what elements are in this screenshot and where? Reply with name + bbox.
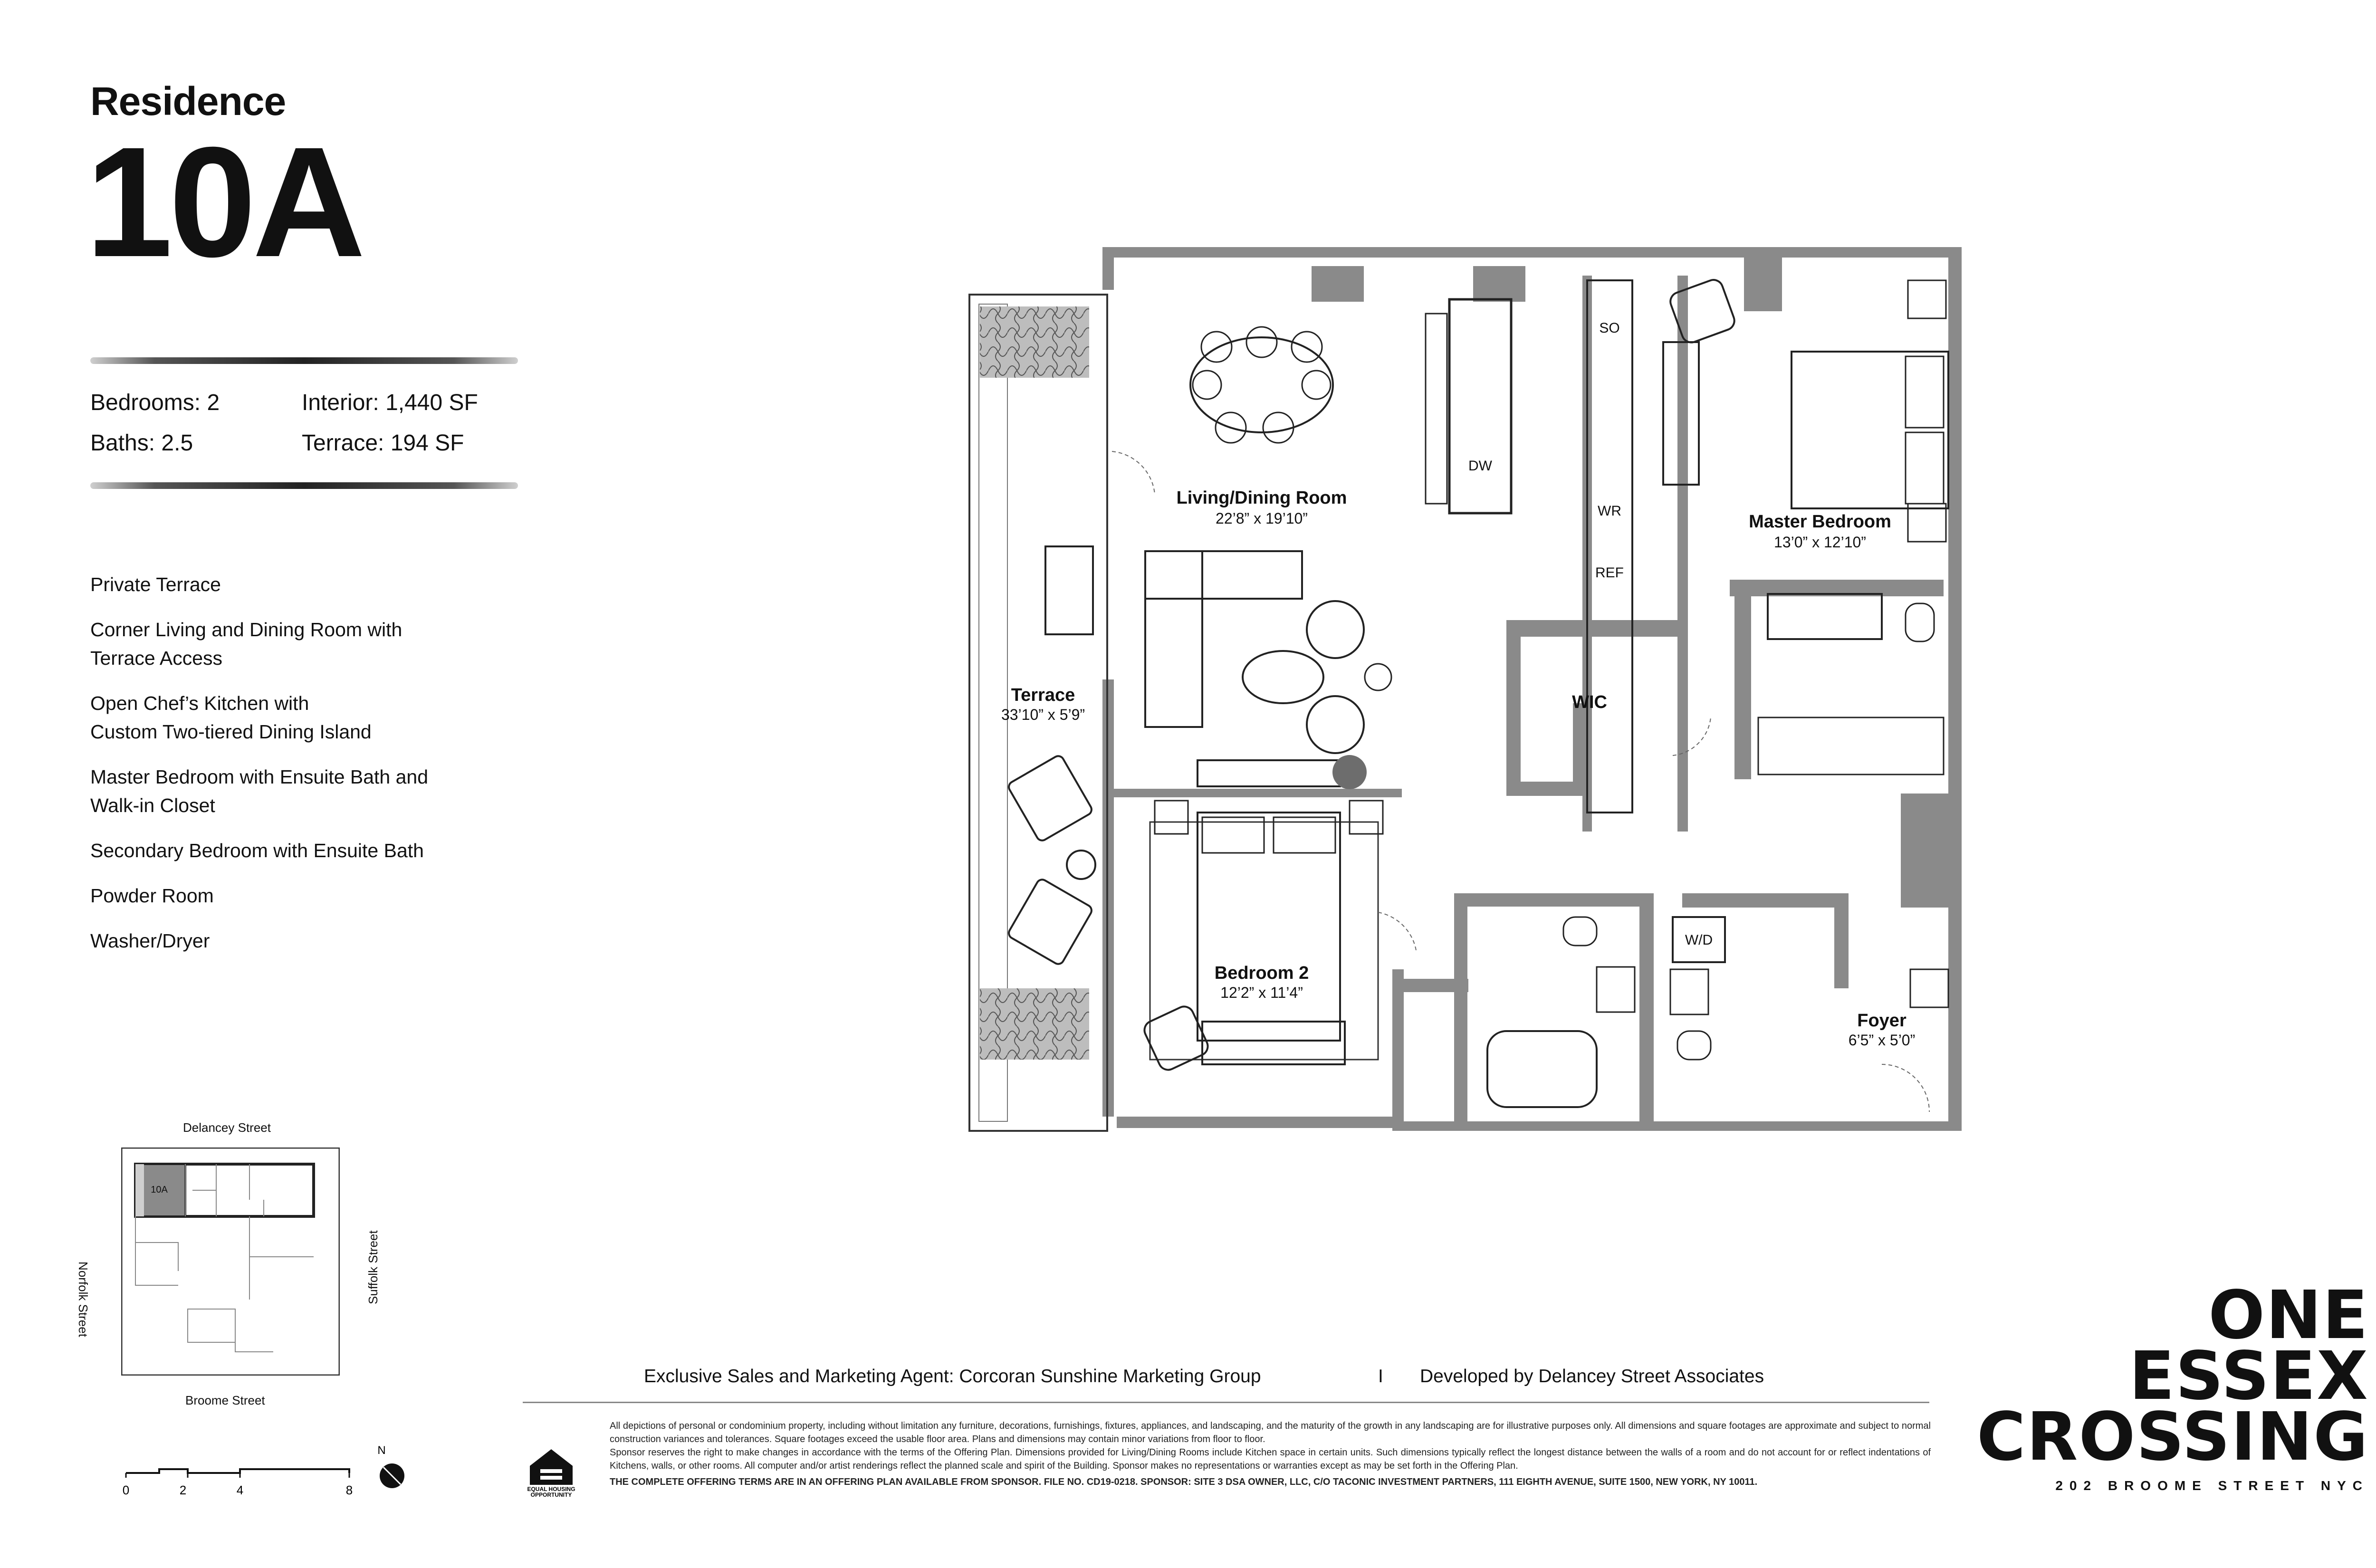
- appliance-wr: WR: [1598, 503, 1621, 519]
- floor-plan: [950, 228, 1986, 1159]
- feature-item: Master Bedroom with Ensuite Bath and Walk-in Closet: [90, 766, 429, 816]
- key-plan-unit-label: 10A: [151, 1185, 168, 1195]
- appliance-ref: REF: [1595, 565, 1624, 581]
- unit-number: 10A: [86, 114, 362, 289]
- room-name-terrace: Terrace: [1011, 685, 1075, 705]
- divider-top: [90, 357, 518, 364]
- bathtub-icon: [1487, 1031, 1597, 1107]
- planter-icon: [980, 306, 1089, 378]
- dining-island-icon: [1449, 299, 1511, 513]
- brand-line1: ONE: [2208, 1277, 2369, 1354]
- scale-tick: 4: [236, 1483, 244, 1497]
- desk-icon: [1202, 1022, 1345, 1064]
- room-dim-bed2: 12’2” x 11’4”: [1220, 984, 1303, 1001]
- closet-icon: [1910, 969, 1948, 1007]
- column-icon: [1332, 755, 1367, 789]
- side-table-icon: [1067, 851, 1095, 879]
- toilet-icon: [1677, 1031, 1711, 1060]
- street-west: Norfolk Street: [76, 1262, 90, 1337]
- room-name-living: Living/Dining Room: [1176, 488, 1347, 508]
- bedrooms-stat: Bedrooms: 2: [90, 390, 220, 415]
- sink-icon: [1670, 969, 1708, 1014]
- room-name-bed2: Bedroom 2: [1214, 963, 1309, 983]
- room-dim-living: 22’8” x 19’10”: [1216, 510, 1308, 527]
- feature-item: Corner Living and Dining Room with Terrace Access: [90, 619, 402, 669]
- feature-item: Powder Room: [90, 885, 214, 907]
- interior-stat: Interior: 1,440 SF: [302, 390, 478, 415]
- nightstand-icon: [1908, 280, 1946, 318]
- feature-item: Washer/Dryer: [90, 930, 210, 952]
- dining-table-icon: [1190, 337, 1333, 432]
- sofa-icon: [1145, 551, 1302, 599]
- legal-paragraph: Sponsor reserves the right to make changes in accordance with the terms of the Offering Plan. Dimensions provided for Living/Dining Rooms include Kitchen space in certain units. Such dimensions typically reflect the longest distance between the walls of a room and do not account for or reflect indentations of Kitchens, walls, or other rooms. All computer and/or artist renderings reflect the planned scale and spirit of the Building. Sponsor makes no representations or warranties except as may be set forth in the Offering Plan.: [610, 1447, 1931, 1471]
- room-dim-foyer: 6’5” x 5’0”: [1848, 1032, 1916, 1049]
- baths-stat: Baths: 2.5: [90, 430, 193, 456]
- scale-tick: 8: [345, 1483, 353, 1497]
- feature-item: Secondary Bedroom with Ensuite Bath: [90, 840, 424, 861]
- feature-item: Open Chef’s Kitchen with Custom Two-tiered Dining Island: [90, 692, 372, 743]
- master-bed-icon: [1792, 352, 1948, 508]
- footer-separator: I: [1378, 1366, 1383, 1386]
- divider-bottom: [90, 482, 518, 489]
- scale-tick: 0: [122, 1483, 130, 1497]
- legal-disclaimer: [610, 1419, 1931, 1489]
- brand-logo: [1976, 1277, 2369, 1493]
- brand-address: 202 BROOME STREET NYC: [2055, 1478, 2369, 1493]
- media-console-icon: [1198, 760, 1340, 786]
- bed-icon: [1198, 813, 1340, 1041]
- planter-icon: [980, 988, 1089, 1060]
- eho-line1: EQUAL HOUSING: [527, 1486, 575, 1492]
- scale-tick: 2: [179, 1483, 187, 1497]
- sink-icon: [1597, 967, 1635, 1012]
- street-east: Suffolk Street: [366, 1230, 380, 1304]
- equal-housing-icon: [520, 1444, 582, 1497]
- footer-rule: [523, 1402, 1929, 1403]
- feature-list: [90, 570, 428, 972]
- nightstand-icon: [1155, 801, 1188, 834]
- room-dim-master: 13’0” x 12’10”: [1774, 534, 1866, 551]
- key-plan: [121, 1147, 340, 1376]
- sales-agent: Exclusive Sales and Marketing Agent: Corcoran Sunshine Marketing Group: [644, 1366, 1261, 1386]
- room-name-foyer: Foyer: [1857, 1011, 1907, 1031]
- coffee-table-icon: [1243, 651, 1323, 703]
- terrace-chair-icon: [1007, 754, 1094, 842]
- scale-bar: [121, 1440, 416, 1501]
- appliance-wd: W/D: [1685, 932, 1713, 948]
- toilet-icon: [1563, 917, 1597, 946]
- room-name-master: Master Bedroom: [1749, 512, 1891, 532]
- room-dim-terrace: 33’10” x 5’9”: [1001, 706, 1085, 723]
- legal-offering: THE COMPLETE OFFERING TERMS ARE IN AN OFFERING PLAN AVAILABLE FROM SPONSOR. FILE NO. CD19-0218. SPONSOR: SITE 3 DSA OWNER, LLC, C/O TACONIC INVESTMENT PARTNERS, 111 EIGHTH AVENUE, SUITE 1500, NEW YORK, NY 10011.: [610, 1477, 1758, 1487]
- appliance-so: SO: [1599, 320, 1620, 336]
- eho-line2: OPPORTUNITY: [530, 1492, 572, 1497]
- armchair-icon: [1307, 601, 1364, 658]
- terrace-stat: Terrace: 194 SF: [302, 430, 464, 456]
- dining-chairs-icon: [1193, 327, 1331, 443]
- street-north: Delancey Street: [183, 1120, 271, 1135]
- shower-icon: [1758, 717, 1944, 774]
- residence-label: Residence: [90, 79, 286, 124]
- desk-chair-icon: [1141, 1004, 1211, 1073]
- room-name-wic: WIC: [1572, 692, 1607, 712]
- appliance-dw: DW: [1468, 458, 1492, 474]
- street-south: Broome Street: [185, 1393, 265, 1407]
- brand-line3: CROSSING: [1976, 1398, 2369, 1476]
- north-label: N: [377, 1444, 386, 1457]
- lounge-chair-icon: [1045, 546, 1093, 634]
- developer: Developed by Delancey Street Associates: [1420, 1366, 1764, 1386]
- vanity-icon: [1768, 594, 1882, 639]
- legal-paragraph: All depictions of personal or condominium property, including without limitation any furniture, decorations, furnishings, fixtures, appliances, and landscaping, and the maturity of the growth in any landscaping are for illustrative purposes only. All dimensions and square footages are approximate and subject to normal construction variances and tolerances. Square footages exceed the usable floor area. Plans and dimensions may contain minor variations from floor to floor.: [610, 1421, 1931, 1444]
- brand-line2: ESSEX: [2129, 1338, 2369, 1415]
- toilet-icon: [1906, 603, 1934, 641]
- armchair-icon: [1307, 696, 1364, 753]
- terrace-chair-icon: [1007, 878, 1094, 966]
- kitchen-counter-icon: [1587, 280, 1632, 813]
- feature-item: Private Terrace: [90, 574, 221, 595]
